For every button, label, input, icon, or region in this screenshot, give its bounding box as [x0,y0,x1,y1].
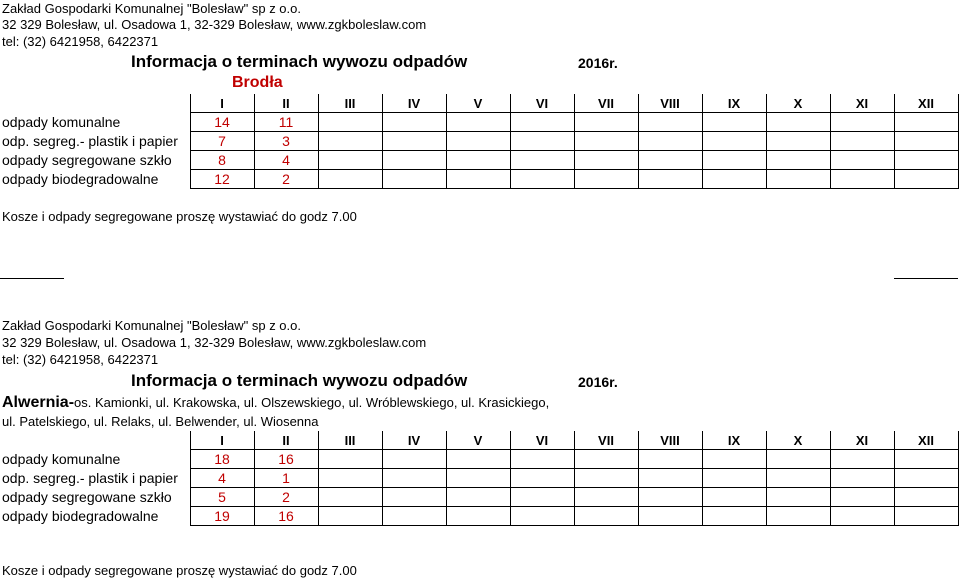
day-cell [446,132,510,151]
company-address-2: 32 329 Bolesław, ul. Osadowa 1, 32-329 Bolesław, www.zgkboleslaw.com [2,335,427,350]
day-cell: 4 [190,469,254,488]
day-cell: 18 [190,450,254,469]
day-cell [318,151,382,170]
day-cell [446,113,510,132]
row-label: odpady biodegradowalne [2,171,159,187]
day-cell [446,151,510,170]
day-cell [894,132,958,151]
day-cell [446,507,510,526]
month-header: IX [702,94,766,113]
month-header: II [254,94,318,113]
day-cell: 16 [254,450,318,469]
day-cell [574,450,638,469]
table-row [0,151,958,170]
day-cell [894,170,958,189]
day-cell [574,132,638,151]
day-cell [830,450,894,469]
day-cell [382,132,446,151]
day-cell [830,507,894,526]
day-cell [638,170,702,189]
month-header: VIII [638,94,702,113]
month-header: II [254,431,318,450]
day-cell [510,132,574,151]
month-header: IV [382,431,446,450]
day-cell [638,132,702,151]
day-cell [766,450,830,469]
day-cell [318,170,382,189]
collection-note: Kosze i odpady segregowane proszę wystawiać do godz 7.00 [2,209,357,224]
day-cell [894,469,958,488]
location-name-2: Alwernia- [2,394,75,411]
schedule-heading-2: Informacja o terminach wywozu odpadów [131,371,468,390]
day-cell [382,507,446,526]
day-cell [830,132,894,151]
day-cell [382,450,446,469]
day-cell [382,170,446,189]
day-cell [766,488,830,507]
day-cell [318,507,382,526]
month-header: V [446,431,510,450]
day-cell [766,507,830,526]
day-cell [702,450,766,469]
header-blank [0,94,190,113]
month-header: III [318,431,382,450]
row-label: odpady komunalne [2,114,121,130]
month-header: IX [702,431,766,450]
day-cell: 16 [254,507,318,526]
streets-line-1: os. Kamionki, ul. Krakowska, ul. Olszewskiego, ul. Wróblewskiego, ul. Krasickiego, [74,395,550,410]
day-cell [318,113,382,132]
day-cell [382,488,446,507]
streets-line-2: ul. Patelskiego, ul. Relaks, ul. Belwender, ul. Wiosenna [2,414,319,429]
day-cell: 2 [254,170,318,189]
table-row [0,170,958,189]
location-line-2 [2,394,549,412]
day-cell [702,113,766,132]
day-cell: 19 [190,507,254,526]
row-label: odpady segregowane szkło [2,489,172,505]
day-cell [830,469,894,488]
day-cell: 4 [254,151,318,170]
month-header: X [766,431,830,450]
company-address: 32 329 Bolesław, ul. Osadowa 1, 32-329 Bolesław, www.zgkboleslaw.com [2,17,427,32]
company-name: Zakład Gospodarki Komunalnej "Bolesław" sp z o.o. [2,1,301,16]
day-cell [510,507,574,526]
collection-note-2: Kosze i odpady segregowane proszę wystawiać do godz 7.00 [2,563,357,578]
header-blank [0,431,190,450]
day-cell [702,151,766,170]
month-header: VI [510,431,574,450]
month-header: VIII [638,431,702,450]
day-cell: 8 [190,151,254,170]
day-cell [894,507,958,526]
day-cell [318,450,382,469]
day-cell [574,113,638,132]
day-cell [702,469,766,488]
schedule-year: 2016r. [578,55,618,71]
month-header: V [446,94,510,113]
row-label: odpady komunalne [2,451,121,467]
day-cell [766,151,830,170]
day-cell: 3 [254,132,318,151]
day-cell [510,488,574,507]
row-label: odpady biodegradowalne [2,508,159,524]
month-header: VII [574,431,638,450]
day-cell [510,151,574,170]
day-cell: 5 [190,488,254,507]
day-cell [702,170,766,189]
day-cell: 12 [190,170,254,189]
day-cell: 11 [254,113,318,132]
day-cell [830,113,894,132]
day-cell [702,132,766,151]
schedule-heading: Informacja o terminach wywozu odpadów [131,52,468,71]
day-cell [382,151,446,170]
day-cell [766,170,830,189]
day-cell: 7 [190,132,254,151]
day-cell [510,170,574,189]
day-cell [318,132,382,151]
day-cell [510,450,574,469]
day-cell [574,488,638,507]
day-cell [510,113,574,132]
table-row [0,132,958,151]
day-cell [574,151,638,170]
day-cell [894,488,958,507]
month-header: VI [510,94,574,113]
company-phone-2: tel: (32) 6421958, 6422371 [2,352,159,367]
month-header: XII [894,94,958,113]
month-header: III [318,94,382,113]
day-cell [830,488,894,507]
location-name: Brodła [232,74,283,91]
day-cell: 14 [190,113,254,132]
day-cell: 2 [254,488,318,507]
day-cell [766,469,830,488]
month-header: VII [574,94,638,113]
table-row [0,507,958,526]
day-cell [318,469,382,488]
day-cell [446,488,510,507]
month-header: IV [382,94,446,113]
month-header: X [766,94,830,113]
day-cell [318,488,382,507]
schedule-year-2: 2016r. [578,374,618,390]
day-cell [702,507,766,526]
day-cell [830,170,894,189]
schedule-table-2 [0,431,959,526]
day-cell [574,507,638,526]
table-row [0,113,958,132]
day-cell [702,488,766,507]
day-cell [638,151,702,170]
company-name-2: Zakład Gospodarki Komunalnej "Bolesław" sp z o.o. [2,318,301,333]
day-cell [574,469,638,488]
day-cell [638,488,702,507]
day-cell [446,170,510,189]
row-label: odp. segreg.- plastik i papier [2,133,178,149]
day-cell [638,113,702,132]
day-cell [766,132,830,151]
day-cell [766,113,830,132]
month-header: XII [894,431,958,450]
table-row [0,450,958,469]
day-cell: 1 [254,469,318,488]
day-cell [894,113,958,132]
day-cell [894,450,958,469]
month-header: XI [830,431,894,450]
company-phone: tel: (32) 6421958, 6422371 [2,34,159,49]
day-cell [446,469,510,488]
row-label: odp. segreg.- plastik i papier [2,470,178,486]
day-cell [830,151,894,170]
month-header: I [190,431,254,450]
table-row [0,488,958,507]
day-cell [894,151,958,170]
day-cell [574,170,638,189]
day-cell [446,450,510,469]
day-cell [510,469,574,488]
day-cell [638,507,702,526]
divider-right [894,278,958,279]
schedule-table [0,94,959,189]
row-label: odpady segregowane szkło [2,152,172,168]
table-row [0,469,958,488]
day-cell [382,113,446,132]
day-cell [638,450,702,469]
day-cell [638,469,702,488]
divider-left [0,278,64,279]
month-header: XI [830,94,894,113]
day-cell [382,469,446,488]
month-header: I [190,94,254,113]
